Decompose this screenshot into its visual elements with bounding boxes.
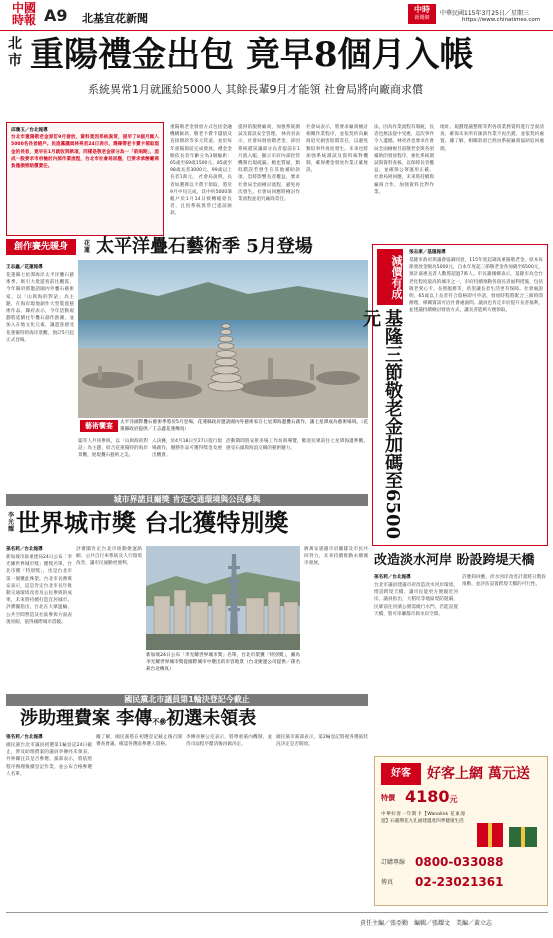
ad-promo: 中華好客一年期卡【Wanalink 花東漫遊】石臺灣花九孔福建遺產四季健康生活 (381, 812, 465, 825)
ad-title: 好客上網 萬元送 (427, 766, 530, 782)
sub-headline: 系統異常1月就匯給5000人 其餘長輩9月才能領 社會局將向廠商求償 (88, 83, 423, 96)
party-title-small: 不參 (152, 717, 167, 726)
lead-column-4: 社會局表示，將要求廠商檢討相關作業程序，並依契約向廠商追究損害賠償責任，以避免類似事件再度發生。未來也將加強系統測試及資料核對機制，確保禮金發放作業正確無誤。 (306, 125, 368, 174)
stone-art-photo (78, 260, 368, 418)
hualien-column-3: 入決賽，於4月18日至27日進行現場創作，優勝作品可獲得獎金及展出機會。 (152, 439, 222, 459)
lead-box (6, 122, 164, 236)
city-title: 世界城市獎 台北獲特別獎 (16, 508, 289, 537)
city-caption: 新加坡24日公布「李光耀世界城市獎」名單，台北市榮獲「特別獎」，圖為李光耀世界城市獎從國際城市中選出的市容地景（台北捷運公司提供／孫名莉台北傳真） (146, 653, 300, 673)
masthead (0, 0, 553, 31)
party-column-3: 李傳亮辦公室表示，將尊重黨內機制，並待司法程序釐清後再做決定。 (186, 735, 272, 748)
lead-column-2: 重陽敬老金發放方式包括金融機構匯款、敬老卡費卡儲值及直接撥款等多元管道，並於每年重陽節前完成發放。禮金金額依長者年齡分為3個級距：65歲至69歲1500元、85歲至98歲長者3000元、99歲以上長者1萬元。 社會局說明，長者如選擇以卡費卡領取，將於9月中旬完成，其中約5000筆帳戶於1月14日被轉帳給長者，且因系統異常已提前匯款。 (170, 125, 232, 217)
party-byline: 張名莉／台北報導 (6, 735, 43, 740)
headline-side-label: 北市 (8, 36, 22, 69)
keelung-tag: 減價有成 (377, 249, 403, 305)
city-byline: 孫名莉／台北報導 (6, 547, 43, 552)
stone-art-illustration (78, 260, 368, 418)
keelung-title: 基隆三節敬老金加碼至6500元 (360, 309, 403, 540)
hualien-column-4: 活動期間將安排多場工作坊與導覽，歡迎民眾前往七星潭海邊參觀，感受石頭與海浪交織的藝術魅力。 (226, 439, 368, 452)
hualien-banner: 創作賽先暖身 (6, 239, 76, 255)
ad-price (405, 787, 458, 806)
page-number: A9 (44, 6, 68, 25)
footer-editors: 責任主編／張亞勤 編輯／張耀文 美編／黃立志 (360, 920, 493, 927)
ad-fax-label: 傳真 (381, 879, 394, 886)
city-side-label: 李光耀 (8, 512, 15, 533)
gift-box-icon (471, 811, 543, 851)
issue-date: 中華民國115年3月25日／星期三 (440, 10, 529, 17)
hualien-title: 太平洋疊石藝術季 5月登場 (96, 236, 313, 257)
lead-column-5: 法，因為作業流程有瑕疵，長者也無法從中受惠，這次事件令人遺憾。林亮君也要求社會局全面檢視目前敬老金與各項補助的發放程序，強化系統測試與資料查核，以保障長者權益，並確保公帑運用正確。 社會局則回應，未來將持續與廠商合作，加強資料比對作業。 (374, 125, 434, 195)
logo-top: 中國 (11, 1, 36, 15)
ad-phone-label: 訂購專線 (381, 859, 406, 866)
brand-badge-sub: 新聞網 (414, 15, 430, 21)
city-photo (146, 546, 300, 650)
section-title: 北基宜花新聞 (82, 12, 148, 25)
site-url[interactable]: https://www.chinatimes.com (462, 17, 541, 23)
keelung-byline: 張志康／基隆報導 (409, 250, 446, 255)
hualien-caption-label: 藝術饗宴 (80, 420, 118, 432)
ad-brand: 好客 (381, 763, 421, 785)
hualien-column-2: 築等人共同參與，以「山與海的對話」為主題，結合花蓮獨特的海岸景觀，展現疊石藝術之美。 (78, 439, 148, 459)
ad-box[interactable] (374, 756, 548, 906)
city-body: 新加坡市區重建局24日公布「李光耀世界城市獎」獲獎名單，台北市獲「特別獎」，也是台北市第一個獲此殊榮。台北市長蔣萬安表示，這是肯定台北市長年推動交通環境改善及公民參與的成果，未來將持續打造宜居城市。評審團指出，台北在大眾運輸、公共空間營造及社區參與方面表現亮眼，值得國際城市借鏡。 (6, 555, 72, 625)
party-title (20, 708, 256, 730)
logo (6, 2, 42, 26)
brand-badge-label: 中時 (414, 5, 430, 14)
ad-price-label: 特價 (381, 794, 395, 802)
hualien-side: 花蓮 (84, 240, 91, 254)
keelung-box (360, 244, 548, 546)
ad-product-illustration (471, 811, 543, 851)
party-title-b: 初選未領表 (166, 708, 257, 729)
party-banner: 國民黨北市議員第1輪決登記今截止 (6, 694, 368, 706)
lead-body: 台北市重陽敬老金原訂9月發放，資料竟因系統異常，提早了8個月匯入5000名長者帳戶。民進黨議員林亮君24日表示，選擇帶老卡費卡領取現金的長者，竟早在1月就收到款項，同樣是敬老金卻分為一「前兩期」，造成一般要求市府檢討內部作業流程，台北市社會局回應，已要求承辦廠商負擔損害賠償責任。 (11, 135, 159, 170)
river-byline: 孫名莉／台北報導 (374, 575, 411, 580)
lead-column-6: 地址、規劃建議整理等對各項業務資料進行全面清查，確保未來所有匯款作業不再出錯，並依契約處置。據了解，相關款項已經由系統廠商協助追回處理。 (440, 125, 544, 152)
hualien-caption: 太平洋國際疊石藝術季將於5月登場，花蓮縣政府邀請國內外藝術家在七星潭海邊疊石創作，讓七星潭成為藝術場域。（花蓮縣政府提供／王志鑫花蓮傳真） (120, 420, 368, 433)
city-banner: 城市界諾貝爾獎 肯定交通環境與公民參與 (6, 494, 368, 506)
ad-fax[interactable]: 02-23021361 (415, 875, 504, 889)
river-column-2: 許雅鈞回應，淡水河岸改善計畫將分階段推動，並評估設置跨堤天橋的可行性。 (462, 575, 546, 588)
taipei-skyline-illustration (146, 546, 300, 650)
party-title-a: 涉助理費案 李傳 (20, 708, 153, 729)
footer-rule (6, 912, 548, 913)
city-column-2: 評審團肯定台北市推動捷運路網、公共自行車系統及人行環境改善，讓市民通勤更便利。 (76, 547, 142, 567)
party-body: 國民黨台北市議員初選第1輪登記24日截止，涉及助理費案的議員李傳亮未領表，外界關注其是否參選。黨部表示，將依照程序辦理後續登記作業，並公布合格參選人名單。 (6, 743, 92, 777)
party-column-4: 國民黨市黨部表示，第2輪登記將視各選區狀況決定是否開放。 (276, 735, 368, 748)
city-column-3: 蔣萬安感謝市府團隊及市民共同努力，未來持續推動永續城市發展。 (304, 547, 368, 567)
hualien-byline: 王志鑫／花蓮報導 (6, 265, 43, 270)
river-title: 改造淡水河岸 盼設跨堤天橋 (374, 553, 535, 568)
river-body: 台北市議員建議市府改造淡水河岸環境，增設跨堤天橋，讓市民能更方便親近河岸。議員指出，大稻埕等地區堤防阻隔，民眾前往河濱公園需繞行水門，若能設置天橋，將可串聯都市與水岸空間。 (374, 583, 458, 617)
ad-phone[interactable]: 0800-033088 (415, 855, 504, 869)
hualien-body: 花蓮縣七星潭海岸太平洋疊石藝術季，吸引大批遊客前往觀賞，今年縣府將邀請國內外疊石藝術家，以「山與海的對話」為主題，在海岸現地創作大型裝置藝術作品。縣府表示，今年活動規劃將延續往年疊石創作熱潮，並加入在地文化元素，讓遊客感受花蓮獨特的海岸景觀，預計5月起正式登場。 (6, 273, 74, 343)
keelung-body: 基隆市政府與議會協調同意，115年度起調高重陽敬老金，原本每節發放金額為5000元，自本年度起三節敬老金各加碼至6500元，預計嘉惠長者人數將超過7萬人。市長謝國樑表示，基隆市為全台老化程度最高的城市之一，市府持續推動各項長者福利措施，包括敬老愛心卡、長照服務等，希望讓長者生活更有保障。社會處說明，65歲以上長者符合資格即可申請，發放時程將配合三節時間辦理，相關資訊可洽社會處詢問。議員也肯定市府提升長者福利，並建議持續檢討發放方式，讓長者能夠方便領取。 (409, 258, 543, 314)
ad-price-unit: 元 (449, 795, 458, 804)
brand-badge (408, 4, 436, 24)
party-column-2: 據了解，國民黨將在初選登記截止後召開審查會議，確認各選區參選人資格。 (96, 735, 182, 748)
lead-column-3: 提供的服務廠商，加強系統測試及資訊安全管理。 林亮君表示，社會局發放敬老金，卻因系統錯誤讓部分長者提前在1月就入帳，顯示市府內部控管機制出現疏漏。她也質疑，類似錯誤若發生在其他補助款項，恐將影響長者權益，要求社會局全面檢討流程，避免再次發生。社會局回應將檢討作業流程並追究廠商責任。 (238, 125, 300, 203)
lead-byline: 邱瓊玉／台北報導 (11, 128, 48, 133)
main-headline: 重陽禮金出包 竟早8個月入帳 (30, 35, 474, 75)
logo-bottom: 時報 (11, 13, 36, 27)
ad-price-value: 4180 (405, 787, 450, 806)
